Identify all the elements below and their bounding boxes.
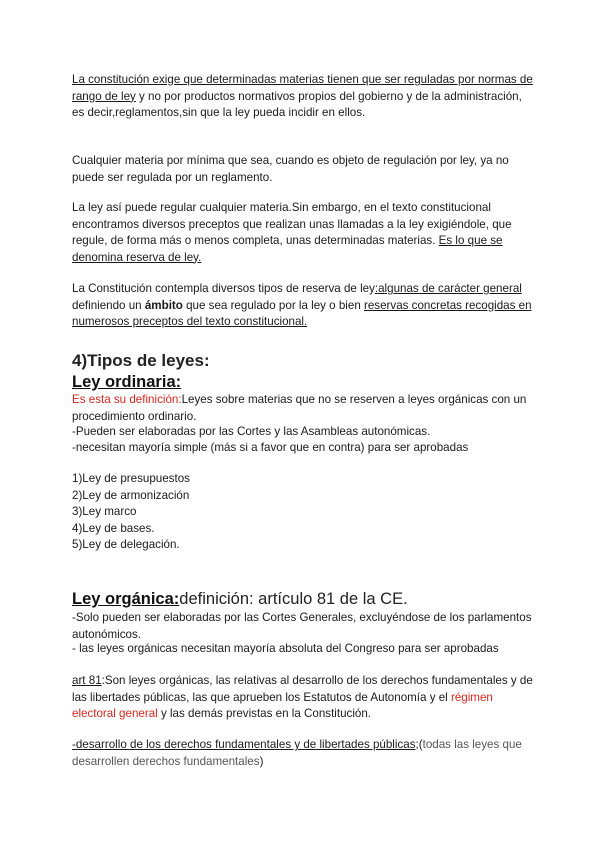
heading-title: Ley ordinaria: (72, 373, 182, 391)
underlined-text: La constitución exige que determinadas materias tienen que ser reguladas por normas de rango de ley (72, 73, 533, 103)
paragraph-text: La Constitución contempla diversos tipos de reserva de ley (72, 282, 375, 295)
ley-ordinaria-line: -Pueden ser elaboradas por las Cortes y las Asambleas autonómicas. (72, 425, 431, 438)
paragraph-text: definiendo un (72, 298, 145, 312)
paragraph-materia-minima: Cualquier materia por mínima que sea, cuando es objeto de regulación por ley, ya no puede ser regulada por un reglamento. (72, 154, 509, 184)
article-label: art 81 (72, 674, 102, 687)
ley-organica-line: -Solo pueden ser elaboradas por las Cortes Generales, excluyéndose de los parlamentos autonómicos. (72, 611, 532, 641)
paragraph-reserva-intro (72, 72, 534, 122)
paragraph-text: que sea regulado por la ley o bien (182, 298, 364, 312)
section-title: 4)Tipos de leyes: (72, 351, 210, 370)
definition-label: Es esta su definición: (72, 393, 182, 406)
ley-organica-heading (72, 589, 408, 609)
definition-text: Leyes sobre materias que no se reserven a leyes orgánicas con un procedimiento ordinario. (72, 393, 527, 423)
underlined-text: Es lo que se denomina reserva de ley. (72, 234, 503, 264)
heading-title: Ley orgánica: (72, 590, 180, 608)
paragraph-text: y las demás previstas en la Constitución. (157, 707, 372, 720)
paragraph-text: :Son leyes orgánicas, las relativas al desarrollo de los derechos fundamentales y de las libertades públicas, las que aprueben los Estatutos de Autonomía y el (72, 674, 533, 704)
paragraph-tipos-reserva (72, 281, 534, 331)
ley-ordinaria-heading (72, 372, 181, 392)
bold-text: ámbito (144, 298, 183, 312)
ley-ordinaria-line: -necesitan mayoría simple (más si a favor que en contra) para ser aprobadas (72, 441, 469, 454)
ley-organica-line: - las leyes orgánicas necesitan mayoría absoluta del Congreso para ser aprobadas (72, 642, 499, 655)
derechos-fundamentales-paragraph (72, 737, 534, 770)
paragraph-text: ) (259, 754, 264, 768)
ley-ordinaria-definition (72, 392, 534, 425)
articulo-81-paragraph (72, 673, 534, 723)
paragraph-text: ;( (415, 738, 423, 751)
list-item: 2)Ley de armonización (72, 488, 190, 502)
heading-subtitle: definición: artículo 81 de la CE. (179, 590, 408, 608)
list-item: 4)Ley de bases. (72, 521, 155, 535)
list-item: 5)Ley de delegación. (72, 538, 180, 551)
underlined-text: :algunas de carácter general (374, 282, 522, 295)
highlighted-text: régimen electoral general (72, 690, 493, 720)
list-item: 3)Ley marco (72, 505, 137, 518)
underlined-text: reservas concretas recogidas en numerosos preceptos del texto constitucional. (72, 298, 532, 328)
paragraph-text: y no por productos normativos propios del gobierno y de la administración, es decir,reglamentos,sin que la ley pueda incidir en ellos. (72, 89, 522, 119)
paragraph-reserva-de-ley (72, 200, 534, 266)
ley-ordinaria-types-list (72, 471, 534, 554)
paragraph-text: La ley así puede regular cualquier materia.Sin embargo, en el texto constitucional encontramos diversos preceptos que realizan unas llamadas a la ley exigiéndole, que regule, de forma más o menos completa, unas determinadas materias. (72, 201, 512, 247)
underlined-text: -desarrollo de los derechos fundamentales y de libertades públicas (72, 738, 416, 751)
grey-text: todas las leyes que desarrollen derechos fundamentales (72, 738, 522, 768)
list-item: 1)Ley de presupuestos (72, 472, 190, 485)
